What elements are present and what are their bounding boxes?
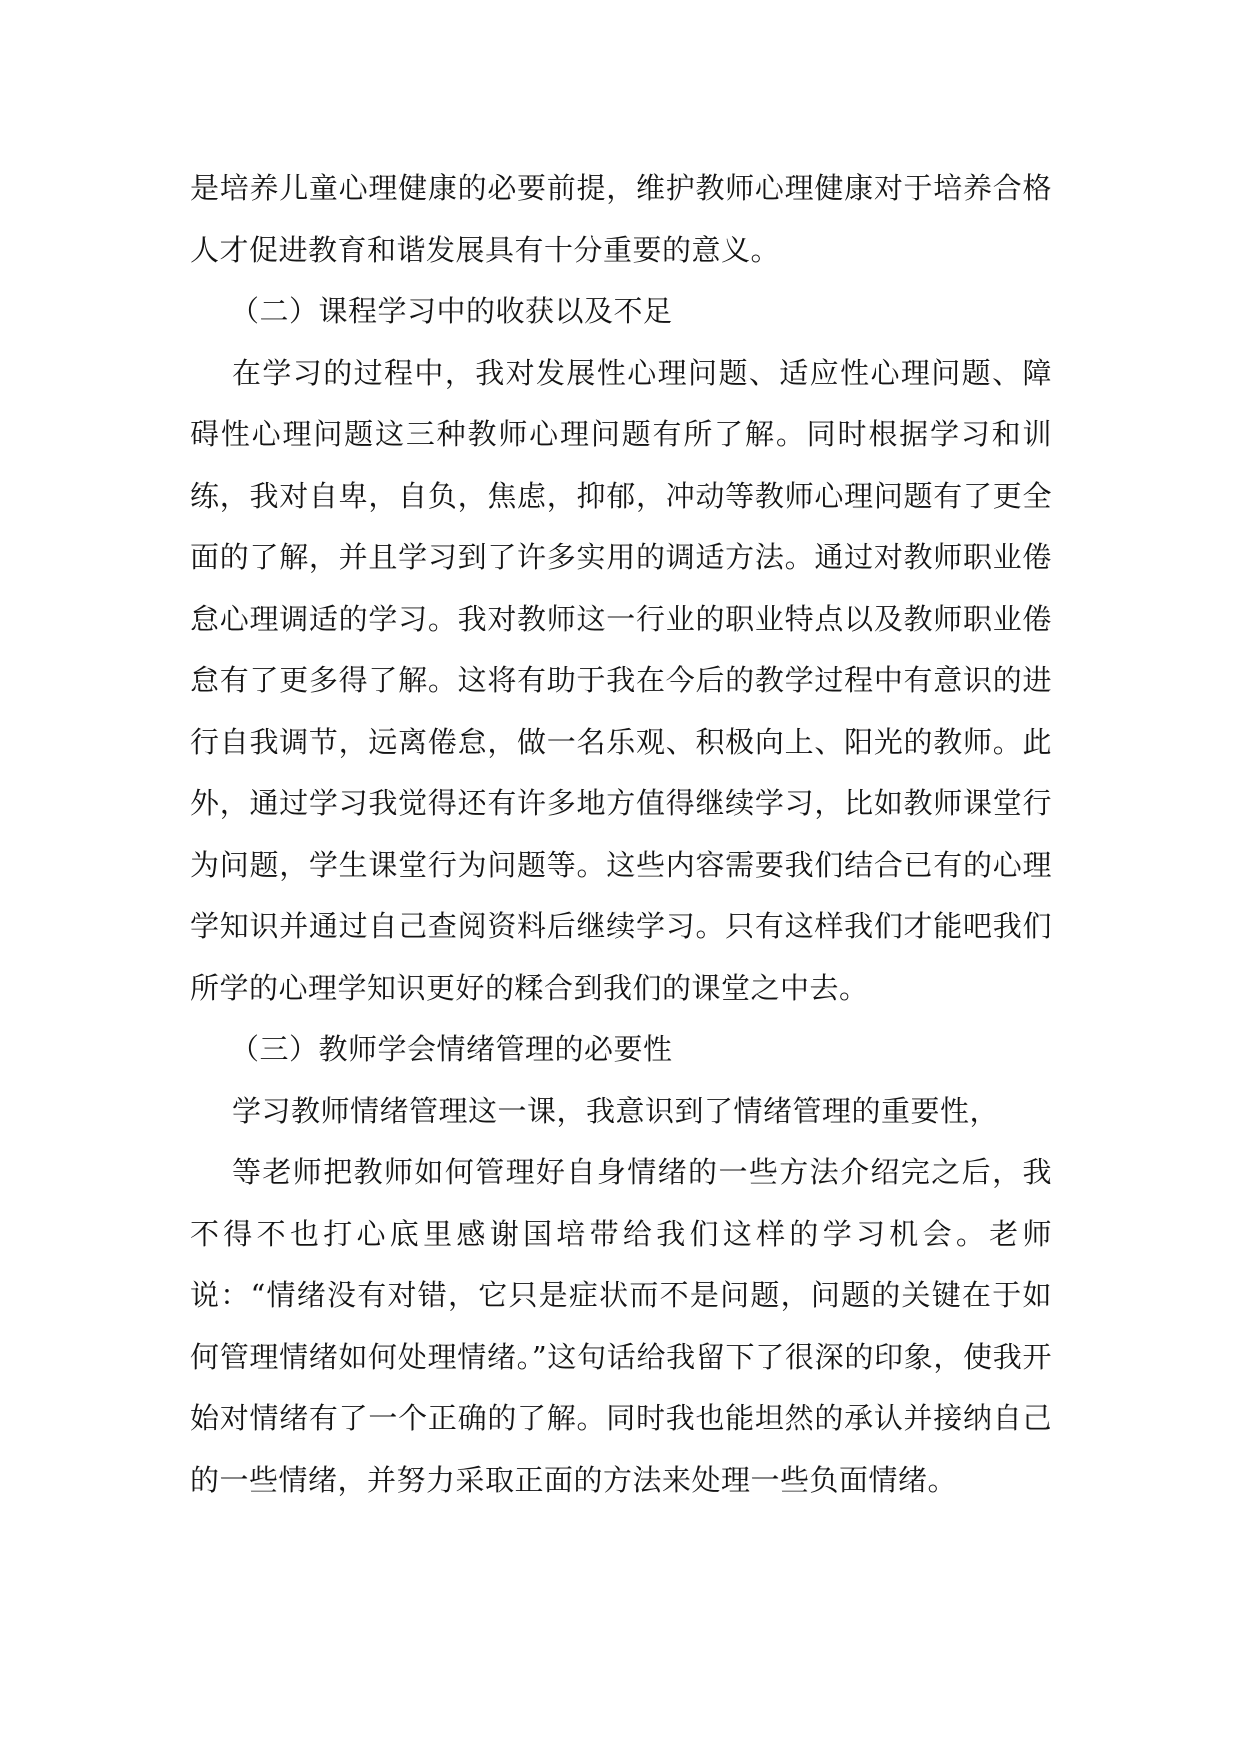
paragraph-emotion-management: 等老师把教师如何管理好自身情绪的一些方法介绍完之后，我不得不也打心底里感谢国培带给我们这样的学习机会。老师说：“情绪没有对错，它只是症状而不是问题，问题的关键在于如何管理情绪如何处理情绪。”这句话给我留下了很深的印象，使我开始对情绪有了一个正确的了解。同时我也能坦然的承认并接纳自己的一些情绪，并努力采取正面的方法来处理一些负面情绪。 bbox=[190, 1155, 1052, 1497]
paragraph-learning-gains: 在学习的过程中，我对发展性心理问题、适应性心理问题、障碍性心理问题这三种教师心理问题有所了解。同时根据学习和训练，我对自卑，自负，焦虑，抑郁，冲动等教师心理问题有了更全面的了解，并且学习到了许多实用的调适方法。通过对教师职业倦怠心理调适的学习。我对教师这一行业的职业特点以及教师职业倦怠有了更多得了解。这将有助于我在今后的教学过程中有意识的进行自我调节，远离倦怠，做一名乐观、积极向上、阳光的教师。此外，通过学习我觉得还有许多地方值得继续学习，比如教师课堂行为问题，学生课堂行为问题等。这些内容需要我们结合已有的心理学知识并通过自己查阅资料后继续学习。只有这样我们才能吧我们所学的心理学知识更好的糅合到我们的课堂之中去。 bbox=[190, 355, 1052, 1005]
section-heading-2: （二）课程学习中的收获以及不足 bbox=[230, 294, 673, 328]
paragraph-continued: 是培养儿童心理健康的必要前提，维护教师心理健康对于培养合格人才促进教育和谐发展具有十分重要的意义。 bbox=[190, 171, 1052, 267]
paragraph-emotion-intro: 学习教师情绪管理这一课，我意识到了情绪管理的重要性， bbox=[232, 1093, 1000, 1128]
section-heading-3: （三）教师学会情绪管理的必要性 bbox=[230, 1032, 673, 1066]
document-body bbox=[190, 158, 1052, 1511]
